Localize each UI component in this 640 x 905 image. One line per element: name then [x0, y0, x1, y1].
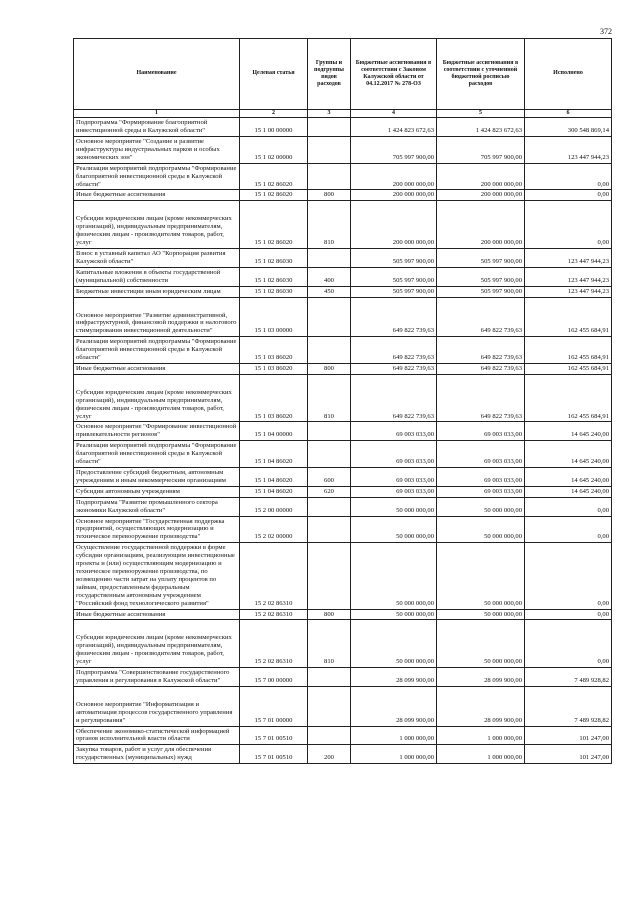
- table-row: [74, 374, 612, 422]
- row-law-amount: 50 000 000,00: [351, 543, 437, 609]
- row-name: Подпрограмма "Совершенствование государственного управления и регулирования в Калужской области": [74, 668, 240, 687]
- row-law-amount: 1 424 823 672,63: [351, 118, 437, 137]
- row-done-amount: 0,00: [525, 190, 612, 201]
- row-name: Субсидии автономным учреждениям: [74, 486, 240, 497]
- row-group: [308, 137, 351, 164]
- row-done-amount: 0,00: [525, 201, 612, 249]
- row-code: 15 1 02 86030: [240, 267, 308, 286]
- row-name: Предоставление субсидий бюджетным, автономным учреждениям и иным некоммерческим организациям: [74, 468, 240, 487]
- row-name: Субсидии юридическим лицам (кроме некоммерческих организаций), индивидуальным предпринимателям, физическим лицам - производителям товаров, работ, услуг: [74, 620, 240, 668]
- column-number: 1: [74, 110, 240, 118]
- row-name: Обеспечение экономико-статистической информацией органов исполнительной власти области: [74, 726, 240, 745]
- row-law-amount: 1 000 000,00: [351, 745, 437, 764]
- row-code: 15 1 02 86020: [240, 201, 308, 249]
- row-done-amount: 123 447 944,23: [525, 286, 612, 297]
- row-group: 810: [308, 620, 351, 668]
- row-refined-amount: 1 000 000,00: [437, 745, 525, 764]
- row-code: 15 1 03 86020: [240, 363, 308, 374]
- row-name: Подпрограмма "Развитие промышленного сектора экономики Калужской области": [74, 497, 240, 516]
- row-done-amount: 162 455 684,91: [525, 374, 612, 422]
- row-name: Основное мероприятие "Информатизация и автоматизация процессов государственного управления и регулирования": [74, 686, 240, 726]
- table-row: [74, 286, 612, 297]
- row-done-amount: 101 247,00: [525, 726, 612, 745]
- row-group: [308, 248, 351, 267]
- row-refined-amount: 1 000 000,00: [437, 726, 525, 745]
- table-body: [74, 118, 612, 764]
- row-done-amount: 0,00: [525, 163, 612, 190]
- table-row: [74, 745, 612, 764]
- row-name: Основное мероприятие "Формирование инвестиционной привлекательности регионов": [74, 422, 240, 441]
- row-refined-amount: 705 997 900,00: [437, 137, 525, 164]
- row-name: Бюджетные инвестиции иным юридическим лицам: [74, 286, 240, 297]
- row-law-amount: 50 000 000,00: [351, 497, 437, 516]
- table-row: [74, 118, 612, 137]
- table-row: [74, 686, 612, 726]
- row-law-amount: 28 099 900,00: [351, 686, 437, 726]
- table-row: [74, 248, 612, 267]
- row-name: Закупка товаров, работ и услуг для обеспечения государственных (муниципальных) нужд: [74, 745, 240, 764]
- row-done-amount: 123 447 944,23: [525, 248, 612, 267]
- row-done-amount: 0,00: [525, 620, 612, 668]
- row-refined-amount: 505 997 900,00: [437, 248, 525, 267]
- header-name: Наименование: [74, 39, 240, 110]
- row-group: [308, 337, 351, 364]
- page-number: 372: [600, 27, 612, 36]
- row-group: 400: [308, 267, 351, 286]
- column-number: 2: [240, 110, 308, 118]
- row-name: Основное мероприятие "Государственная поддержка предприятий, осуществляющих модернизацию и техническое перевооружение производства": [74, 516, 240, 543]
- row-group: 810: [308, 374, 351, 422]
- column-number: 3: [308, 110, 351, 118]
- row-group: [308, 497, 351, 516]
- row-group: [308, 297, 351, 337]
- row-refined-amount: 649 822 739,63: [437, 337, 525, 364]
- row-refined-amount: 505 997 900,00: [437, 267, 525, 286]
- row-group: [308, 163, 351, 190]
- header-code: Целевая статья: [240, 39, 308, 110]
- row-done-amount: 162 455 684,91: [525, 297, 612, 337]
- header-refined: Бюджетные ассигнования в соответствии с уточненной бюджетной росписью расходов: [437, 39, 525, 110]
- row-code: 15 1 02 00000: [240, 137, 308, 164]
- row-refined-amount: 50 000 000,00: [437, 497, 525, 516]
- table-row: [74, 163, 612, 190]
- row-group: 600: [308, 468, 351, 487]
- row-done-amount: 300 548 869,14: [525, 118, 612, 137]
- table-row: [74, 668, 612, 687]
- row-law-amount: 1 000 000,00: [351, 726, 437, 745]
- row-code: 15 1 03 86020: [240, 374, 308, 422]
- row-law-amount: 200 000 000,00: [351, 163, 437, 190]
- table-row: [74, 486, 612, 497]
- row-done-amount: 162 455 684,91: [525, 337, 612, 364]
- row-done-amount: 0,00: [525, 497, 612, 516]
- row-name: Субсидии юридическим лицам (кроме некоммерческих организаций), индивидуальным предпринимателям, физическим лицам - производителям товаров, работ, услуг: [74, 201, 240, 249]
- row-code: 15 1 04 86020: [240, 441, 308, 468]
- table-row: [74, 363, 612, 374]
- row-done-amount: 0,00: [525, 543, 612, 609]
- row-code: 15 2 02 86310: [240, 609, 308, 620]
- table-row: [74, 543, 612, 609]
- row-refined-amount: 1 424 823 672,63: [437, 118, 525, 137]
- table-row: [74, 441, 612, 468]
- row-law-amount: 28 099 900,00: [351, 668, 437, 687]
- row-code: 15 1 02 86030: [240, 286, 308, 297]
- row-refined-amount: 200 000 000,00: [437, 163, 525, 190]
- row-done-amount: 14 645 240,00: [525, 441, 612, 468]
- row-code: 15 2 02 86310: [240, 620, 308, 668]
- row-code: 15 2 02 86310: [240, 543, 308, 609]
- table-row: [74, 201, 612, 249]
- table-row: [74, 190, 612, 201]
- row-done-amount: 123 447 944,23: [525, 137, 612, 164]
- row-law-amount: 705 997 900,00: [351, 137, 437, 164]
- row-name: Капитальные вложения в объекты государственной (муниципальной) собственности: [74, 267, 240, 286]
- row-code: 15 1 04 86020: [240, 468, 308, 487]
- row-group: 620: [308, 486, 351, 497]
- row-refined-amount: 28 099 900,00: [437, 668, 525, 687]
- row-code: 15 1 00 00000: [240, 118, 308, 137]
- table-row: [74, 468, 612, 487]
- row-refined-amount: 50 000 000,00: [437, 543, 525, 609]
- row-law-amount: 69 003 033,00: [351, 441, 437, 468]
- row-law-amount: 649 822 739,63: [351, 363, 437, 374]
- row-name: Реализация мероприятий подпрограммы "Формирование благоприятной инвестиционной среды в Калужской области": [74, 441, 240, 468]
- row-code: 15 2 02 00000: [240, 516, 308, 543]
- row-refined-amount: 69 003 033,00: [437, 422, 525, 441]
- table-header: [74, 39, 612, 118]
- row-law-amount: 69 003 033,00: [351, 422, 437, 441]
- row-refined-amount: 69 003 033,00: [437, 486, 525, 497]
- row-name: Иные бюджетные ассигнования: [74, 609, 240, 620]
- header-group: Группы и подгруппы видов расходов: [308, 39, 351, 110]
- row-law-amount: 200 000 000,00: [351, 201, 437, 249]
- table-row: [74, 137, 612, 164]
- row-done-amount: 14 645 240,00: [525, 486, 612, 497]
- row-code: 15 1 02 86020: [240, 163, 308, 190]
- row-code: 15 1 03 00000: [240, 297, 308, 337]
- row-refined-amount: 50 000 000,00: [437, 620, 525, 668]
- row-code: 15 1 04 86020: [240, 486, 308, 497]
- row-code: 15 1 03 86020: [240, 337, 308, 364]
- row-group: [308, 726, 351, 745]
- row-name: Осуществление государственной поддержки в форме субсидии организациям, реализующим инвестиционные проекты и (или) осуществляющим модернизацию и техническое перевооружение производства, по возмещению части затрат на уплату процентов по займам, предоставленным федеральным государственным автономным учреждением "Российский фонд технологического развития": [74, 543, 240, 609]
- row-done-amount: 162 455 684,91: [525, 363, 612, 374]
- row-code: 15 1 02 86030: [240, 248, 308, 267]
- row-name: Основное мероприятие "Создание и развитие инфраструктуры индустриальных парков и особых экономических зон": [74, 137, 240, 164]
- row-code: 15 7 01 00000: [240, 686, 308, 726]
- row-law-amount: 505 997 900,00: [351, 248, 437, 267]
- header-law: Бюджетные ассигнования в соответствии с Законом Калужской области от 04.12.2017 № 278-ОЗ: [351, 39, 437, 110]
- row-code: 15 2 00 00000: [240, 497, 308, 516]
- column-number: 6: [525, 110, 612, 118]
- row-code: 15 1 02 86020: [240, 190, 308, 201]
- row-law-amount: 649 822 739,63: [351, 374, 437, 422]
- row-name: Реализация мероприятий подпрограммы "Формирование благоприятной инвестиционной среды в Калужской области": [74, 337, 240, 364]
- table-row: [74, 337, 612, 364]
- row-refined-amount: 200 000 000,00: [437, 190, 525, 201]
- row-group: 200: [308, 745, 351, 764]
- table-row: [74, 516, 612, 543]
- row-group: [308, 668, 351, 687]
- table-row: [74, 497, 612, 516]
- row-refined-amount: 649 822 739,63: [437, 374, 525, 422]
- row-group: [308, 543, 351, 609]
- row-refined-amount: 50 000 000,00: [437, 516, 525, 543]
- row-done-amount: 101 247,00: [525, 745, 612, 764]
- row-group: 810: [308, 201, 351, 249]
- table-row: [74, 609, 612, 620]
- row-done-amount: 14 645 240,00: [525, 422, 612, 441]
- row-done-amount: 7 489 928,82: [525, 668, 612, 687]
- row-code: 15 7 00 00000: [240, 668, 308, 687]
- budget-table: [73, 38, 612, 764]
- header-done: Исполнено: [525, 39, 612, 110]
- column-number: 4: [351, 110, 437, 118]
- row-law-amount: 649 822 739,63: [351, 337, 437, 364]
- row-name: Иные бюджетные ассигнования: [74, 363, 240, 374]
- row-law-amount: 505 997 900,00: [351, 286, 437, 297]
- row-refined-amount: 649 822 739,63: [437, 297, 525, 337]
- row-group: 450: [308, 286, 351, 297]
- row-group: 800: [308, 609, 351, 620]
- row-name: Взнос в уставный капитал АО "Корпорация развития Калужской области": [74, 248, 240, 267]
- row-code: 15 7 01 00510: [240, 726, 308, 745]
- table-row: [74, 267, 612, 286]
- row-refined-amount: 69 003 033,00: [437, 468, 525, 487]
- row-done-amount: 0,00: [525, 516, 612, 543]
- row-group: [308, 118, 351, 137]
- row-refined-amount: 649 822 739,63: [437, 363, 525, 374]
- row-done-amount: 7 489 928,82: [525, 686, 612, 726]
- row-group: [308, 422, 351, 441]
- column-number-row: [74, 110, 612, 118]
- row-law-amount: 50 000 000,00: [351, 516, 437, 543]
- row-refined-amount: 28 099 900,00: [437, 686, 525, 726]
- row-law-amount: 50 000 000,00: [351, 620, 437, 668]
- column-number: 5: [437, 110, 525, 118]
- row-done-amount: 123 447 944,23: [525, 267, 612, 286]
- row-group: 800: [308, 363, 351, 374]
- table-row: [74, 297, 612, 337]
- row-law-amount: 649 822 739,63: [351, 297, 437, 337]
- row-group: [308, 441, 351, 468]
- row-name: Иные бюджетные ассигнования: [74, 190, 240, 201]
- row-name: Подпрограмма "Формирование благоприятной инвестиционной среды в Калужской области": [74, 118, 240, 137]
- row-law-amount: 505 997 900,00: [351, 267, 437, 286]
- row-law-amount: 69 003 033,00: [351, 468, 437, 487]
- row-name: Реализация мероприятий подпрограммы "Формирование благоприятной инвестиционной среды в Калужской области": [74, 163, 240, 190]
- row-code: 15 1 04 00000: [240, 422, 308, 441]
- row-refined-amount: 505 997 900,00: [437, 286, 525, 297]
- row-code: 15 7 01 00510: [240, 745, 308, 764]
- row-law-amount: 200 000 000,00: [351, 190, 437, 201]
- row-name: Субсидии юридическим лицам (кроме некоммерческих организаций), индивидуальным предпринимателям, физическим лицам - производителям товаров, работ, услуг: [74, 374, 240, 422]
- row-group: [308, 686, 351, 726]
- row-law-amount: 69 003 033,00: [351, 486, 437, 497]
- table-row: [74, 422, 612, 441]
- row-law-amount: 50 000 000,00: [351, 609, 437, 620]
- row-refined-amount: 69 003 033,00: [437, 441, 525, 468]
- row-refined-amount: 50 000 000,00: [437, 609, 525, 620]
- row-done-amount: 14 645 240,00: [525, 468, 612, 487]
- row-group: 800: [308, 190, 351, 201]
- row-name: Основное мероприятие "Развитие административной, инфраструктурной, финансовой поддержки и налогового стимулирования инвестиционной деятельности": [74, 297, 240, 337]
- row-group: [308, 516, 351, 543]
- table-row: [74, 620, 612, 668]
- row-refined-amount: 200 000 000,00: [437, 201, 525, 249]
- row-done-amount: 0,00: [525, 609, 612, 620]
- table-row: [74, 726, 612, 745]
